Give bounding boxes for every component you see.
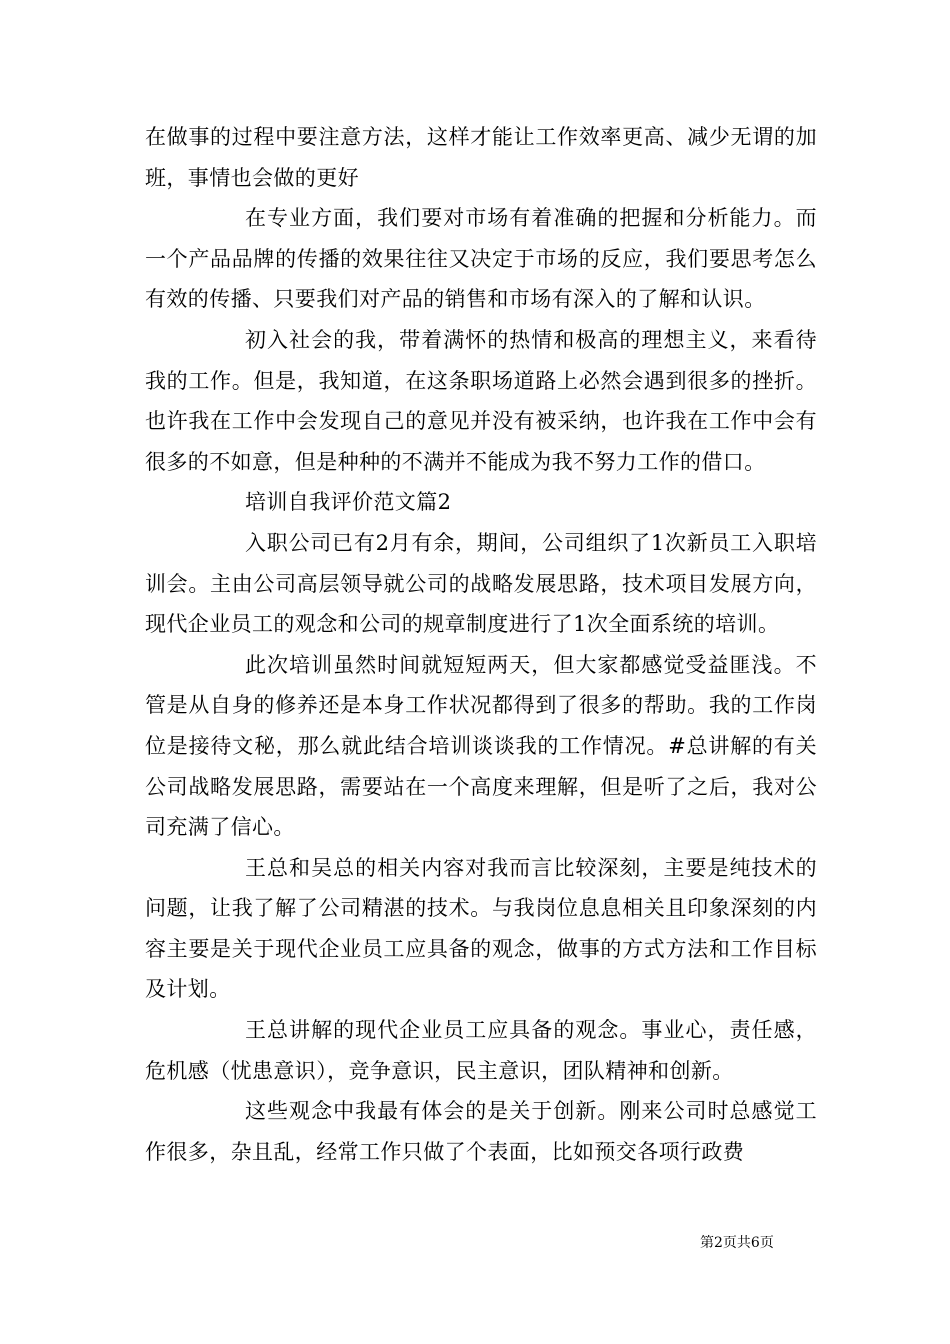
page-number-footer: 第2页共6页: [700, 1235, 774, 1251]
paragraph-continuation: 在做事的过程中要注意方法，这样才能让工作效率更高、减少无谓的加班，事情也会做的更好: [145, 125, 817, 190]
section-heading: 培训自我评价范文篇2: [245, 490, 452, 515]
paragraph-professional: 在专业方面，我们要对市场有着准确的把握和分析能力。而一个产品品牌的传播的效果往往又决定于市场的反应，我们要思考怎么有效的传播、只要我们对产品的销售和市场有深入的了解和认识。: [145, 206, 817, 312]
paragraph-employee-concepts: 王总讲解的现代企业员工应具备的观念。事业心，责任感，危机感（忧患意识），竞争意识，民主意识，团队精神和创新。: [145, 1018, 817, 1083]
paragraph-entering-society: 初入社会的我，带着满怀的热情和极高的理想主义，来看待我的工作。但是，我知道，在这条职场道路上必然会遇到很多的挫折。也许我在工作中会发现自己的意见并没有被采纳，也许我在工作中会有很多的不如意，但是种种的不满并不能成为我不努力工作的借口。: [145, 327, 817, 474]
paragraph-innovation: 这些观念中我最有体会的是关于创新。刚来公司时总感觉工作很多，杂且乱，经常工作只做了个表面，比如预交各项行政费: [145, 1099, 817, 1164]
paragraph-training-benefit: 此次培训虽然时间就短短两天，但大家都感觉受益匪浅。不管是从自身的修养还是本身工作状况都得到了很多的帮助。我的工作岗位是接待文秘，那么就此结合培训谈谈我的工作情况。#总讲解的有关公司战略发展思路，需要站在一个高度来理解，但是听了之后，我对公司充满了信心。: [145, 652, 817, 840]
paragraph-onboarding: 入职公司已有2月有余，期间，公司组织了1次新员工入职培训会。主由公司高层领导就公司的战略发展思路，技术项目发展方向，现代企业员工的观念和公司的规章制度进行了1次全面系统的培训。: [145, 530, 817, 637]
body-text: [145, 117, 817, 1172]
paragraph-technical-content: 王总和吴总的相关内容对我而言比较深刻，主要是纯技术的问题，让我了解了公司精湛的技术。与我岗位息息相关且印象深刻的内容主要是关于现代企业员工应具备的观念，做事的方式方法和工作目标及计划。: [145, 855, 817, 1002]
